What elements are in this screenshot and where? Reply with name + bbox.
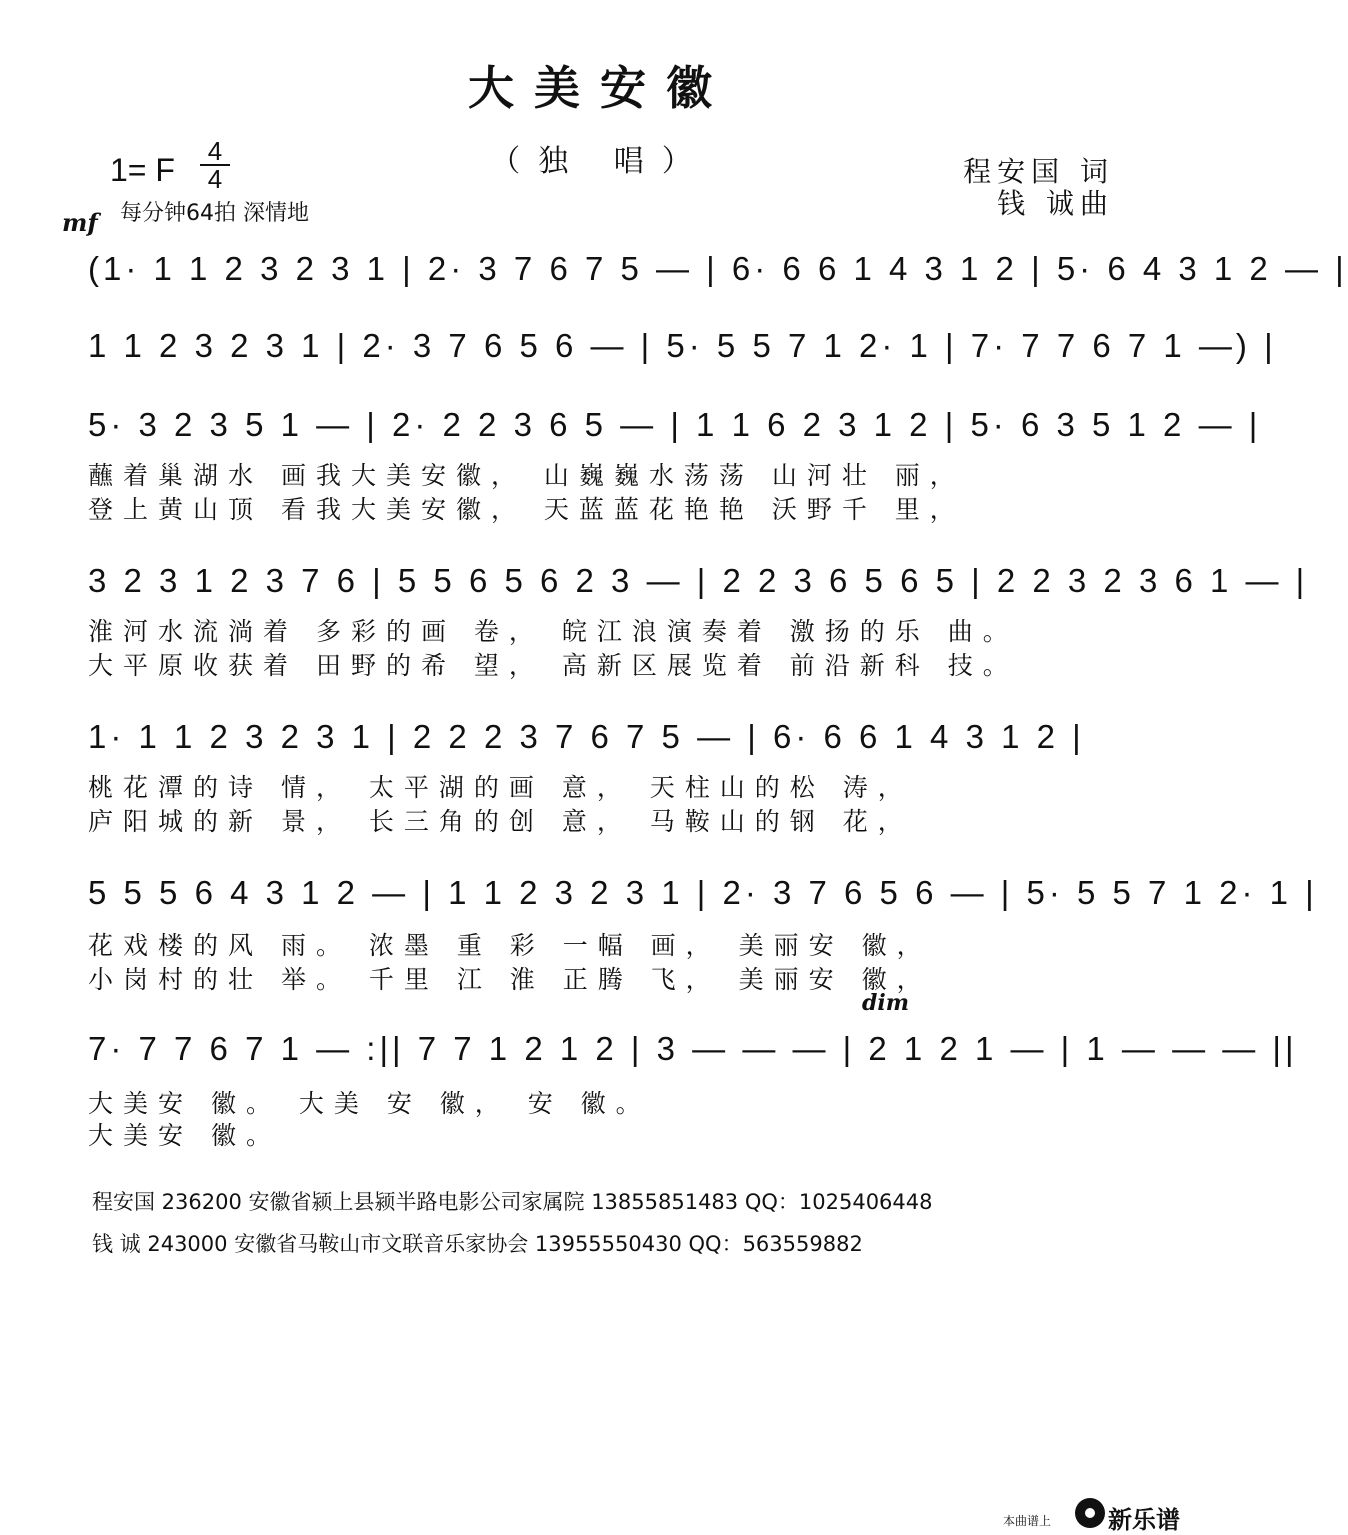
watermark-prefix: 本曲谱上: [1003, 1514, 1052, 1528]
page-title: 大美安徽: [468, 61, 732, 115]
dynamic-mf: mf: [62, 208, 98, 237]
composer-credit: 钱 诚曲: [997, 187, 1114, 220]
score-line-5-lyric-2: 庐阳城的新 景， 长三角的创 意， 马鞍山的钢 花，: [88, 807, 913, 836]
score-line-4-lyric-2: 大平原收获着 田野的希 望， 高新区展览着 前沿新科 技。: [88, 651, 1018, 680]
lyricist-contact: 程安国 236200 安徽省颍上县颍半路电影公司家属院 13855851483 QQ：1025406448: [92, 1190, 933, 1214]
score-line-1-notes: (1· 1 1 2 3 2 3 1 | 2· 3 7 6 7 5 — | 6· 6 6 1 4 3 1 2 | 5· 6 4 3 1 2 — |: [88, 250, 1348, 287]
score-line-2-notes: 1 1 2 3 2 3 1 | 2· 3 7 6 5 6 — | 5· 5 5 7 1 2· 1 | 7· 7 7 6 7 1 —) |: [88, 327, 1277, 364]
brand-name: 新乐谱: [1108, 1506, 1180, 1534]
dynamic-dim: dim: [862, 990, 910, 1016]
lyricist-credit: 程安国 词: [963, 155, 1114, 188]
score-line-7-notes: 7· 7 7 6 7 1 — :|| 7 7 1 2 1 2 | 3 — — — | 2 1 2 1 — | 1 — — — ||: [88, 1030, 1298, 1067]
score-line-4-lyric-1: 淮河水流淌着 多彩的画 卷， 皖江浪演奏着 激扬的乐 曲。: [88, 617, 1018, 646]
meter-bottom: 4: [207, 164, 223, 194]
score-line-6-notes: 5 5 5 6 4 3 1 2 — | 1 1 2 3 2 3 1 | 2· 3 7 6 5 6 — | 5· 5 5 7 1 2· 1 |: [88, 874, 1318, 911]
score-line-6-lyric-2: 小岗村的壮 举。 千里 江 淮 正腾 飞， 美丽安 徽，: [88, 965, 932, 994]
score-line-7-lyric-1: 大美安 徽。 大美 安 徽， 安 徽。: [88, 1089, 651, 1118]
meter-top: 4: [207, 136, 223, 166]
score-line-3-lyric-2: 登上黄山顶 看我大美安徽， 天蓝蓝花艳艳 沃野千 里，: [88, 495, 965, 524]
score-line-5-notes: 1· 1 1 2 3 2 3 1 | 2 2 2 3 7 6 7 5 — | 6· 6 6 1 4 3 1 2 |: [88, 718, 1085, 755]
score-line-7-lyric-2: 大美安 徽。: [88, 1121, 281, 1150]
time-signature: [200, 136, 230, 194]
score-line-3-notes: 5· 3 2 3 5 1 — | 2· 2 2 3 6 5 — | 1 1 6 2 3 1 2 | 5· 6 3 5 1 2 — |: [88, 406, 1262, 443]
key-signature: 1= F: [110, 152, 175, 188]
composer-contact: 钱 诚 243000 安徽省马鞍山市文联音乐家协会 13955550430 QQ：563559882: [92, 1232, 863, 1256]
score-line-5-lyric-1: 桃花潭的诗 情， 太平湖的画 意， 天柱山的松 涛，: [88, 773, 913, 802]
score-line-6-lyric-1: 花戏楼的风 雨。 浓墨 重 彩 一幅 画， 美丽安 徽，: [88, 931, 932, 960]
score-line-3-lyric-1: 蘸着巢湖水 画我大美安徽， 山巍巍水荡荡 山河壮 丽，: [88, 461, 965, 490]
subtitle: （独 唱）: [490, 144, 710, 179]
tempo-marking: 每分钟64拍 深情地: [120, 201, 309, 226]
score-line-4-notes: 3 2 3 1 2 3 7 6 | 5 5 6 5 6 2 3 — | 2 2 3 6 5 6 5 | 2 2 3 2 3 6 1 — |: [88, 562, 1309, 599]
